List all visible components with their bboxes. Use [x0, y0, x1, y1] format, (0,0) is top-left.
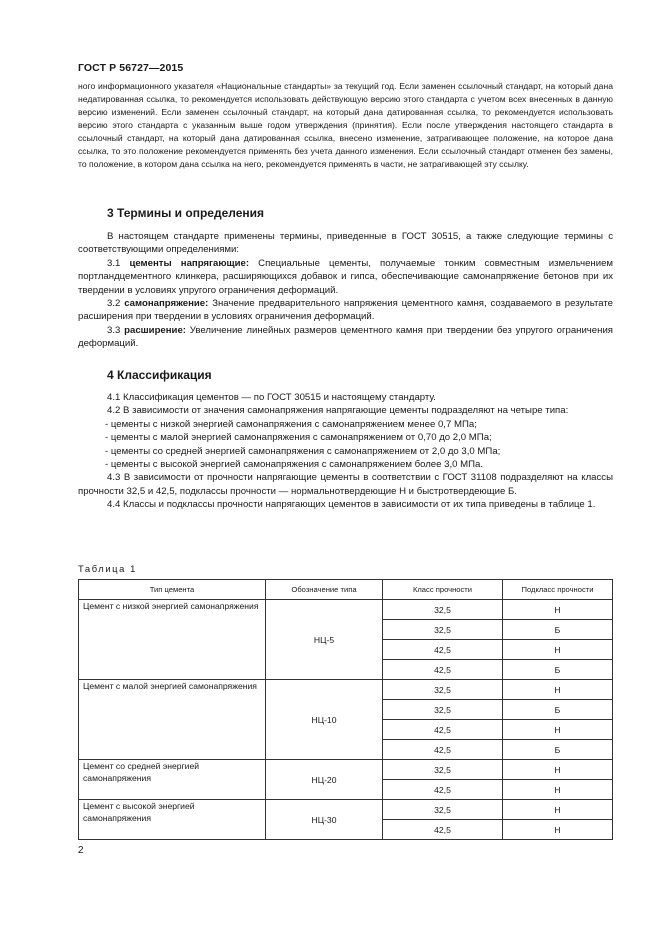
term-3-3: 3.3 расширение: Увеличение линейных размеров цементного камня при твердении без упругого ограничения деформаций. [78, 324, 613, 350]
cell-class: 42,5 [383, 720, 503, 740]
section-3-lead: В настоящем стандарте применены термины, приведенные в ГОСТ 30515, а также следующие термины с соответствующими определениями: [78, 231, 613, 256]
term-3-1: 3.1 цементы напрягающие: Специальные цементы, получаемые тонким совместным измельчением портландцементного клинкера, расширяющихся добавок и гипса, обеспечивающие самонапряжение бетонов при их твердении в условиях упругого ограничения деформаций. [78, 257, 613, 296]
para-4-3: 4.3 В зависимости от прочности напрягающие цементы в соответствии с ГОСТ 31108 подразделяют на классы прочности 32,5 и 42,5, подклассы прочности — нормальнотвердеющие Н и быстротвердеющие Б. [78, 472, 613, 497]
section-3-body [78, 230, 613, 351]
cell-class: 32,5 [383, 800, 503, 820]
table-row [79, 800, 613, 820]
section-3-title: 3 Термины и определения [107, 206, 265, 220]
cell-designation: НЦ-20 [266, 760, 383, 800]
table-caption: Таблица 1 [78, 563, 137, 574]
col-header-type: Тип цемента [79, 580, 266, 600]
cell-class: 42,5 [383, 640, 503, 660]
table-row [79, 680, 613, 700]
bullet-item: - цементы с высокой энергией самонапряжения с самонапряжением более 3,0 МПа. [105, 459, 484, 471]
cell-class: 42,5 [383, 660, 503, 680]
bullet-item: - цементы с малой энергией самонапряжения с самонапряжением от 0,70 до 2,0 МПа; [105, 432, 492, 444]
cell-class: 32,5 [383, 600, 503, 620]
cell-subclass: Н [503, 720, 613, 740]
cement-class-table [78, 579, 613, 840]
col-header-designation: Обозначение типа [266, 580, 383, 600]
bullet-item: - цементы с низкой энергией самонапряжения с самонапряжением менее 0,7 МПа; [105, 418, 477, 430]
cell-subclass: Н [503, 640, 613, 660]
para-4-4: 4.4 Классы и подклассы прочности напрягающих цементов в зависимости от их типа приведены в таблице 1. [107, 499, 596, 511]
cell-type: Цемент с высокой энергией самонапряжения [79, 800, 266, 840]
intro-paragraph [78, 80, 613, 171]
para-4-1: 4.1 Классификация цементов — по ГОСТ 30515 и настоящему стандарту. [107, 392, 436, 403]
cell-class: 42,5 [383, 780, 503, 800]
table-row [79, 600, 613, 620]
bullet-item: - цементы со средней энергией самонапряжения с самонапряжением от 2,0 до 3,0 МПа; [105, 445, 501, 457]
cell-class: 32,5 [383, 700, 503, 720]
cell-designation: НЦ-10 [266, 680, 383, 760]
cell-subclass: Н [503, 680, 613, 700]
cell-designation: НЦ-30 [266, 800, 383, 840]
col-header-subclass: Подкласс прочности [503, 580, 613, 600]
cell-designation: НЦ-5 [266, 600, 383, 680]
cell-type: Цемент с низкой энергией самонапряжения [79, 600, 266, 680]
cell-subclass: Б [503, 620, 613, 640]
para-4-2: 4.2 В зависимости от значения самонапряжения напрягающие цементы подразделяют на четыре типа: [107, 405, 569, 417]
term-3-2: 3.2 самонапряжение: Значение предварительного напряжения цементного камня, создаваемого в результате расширения при твердении в условиях ограничения деформаций. [78, 298, 613, 323]
cell-subclass: Б [503, 740, 613, 760]
cell-subclass: Н [503, 820, 613, 840]
cell-class: 32,5 [383, 760, 503, 780]
section-4-title: 4 Классификация [107, 368, 212, 382]
cell-class: 32,5 [383, 680, 503, 700]
cell-class: 32,5 [383, 620, 503, 640]
cell-subclass: Н [503, 760, 613, 780]
cell-subclass: Н [503, 780, 613, 800]
cell-subclass: Н [503, 800, 613, 820]
col-header-class: Класс прочности [383, 580, 503, 600]
cell-class: 42,5 [383, 820, 503, 840]
page-number: 2 [78, 845, 84, 856]
cell-class: 42,5 [383, 740, 503, 760]
cell-type: Цемент с малой энергией самонапряжения [79, 680, 266, 760]
cell-subclass: Б [503, 660, 613, 680]
table-row [79, 760, 613, 780]
cell-subclass: Н [503, 600, 613, 620]
cell-subclass: Б [503, 700, 613, 720]
table-header-row [79, 580, 613, 600]
intro-text: ного информационного указателя «Национальные стандарты» за текущий год. Если заменен ссылочный стандарт, на который дана недатированная ссылка, то рекомендуется использовать действующую версию этого стандарта с учетом всех внесенных в данную версию изменений. Если заменен ссылочный стандарт, на который дана датированная ссылка, то рекомендуется использовать версию этого стандарта с указанным выше годом утверждения (принятия). Если после утверждения настоящего стандарта в ссылочный стандарт, на который дана датированная ссылка, внесено изменение, затрагивающее положение, на которое дана ссылка, то это положение рекомендуется применять без учета данного изменения. Если ссылочный стандарт отменен без замены, то положение, в котором дана ссылка на него, рекомендуется применять в части, не затрагивающей эту ссылку. [78, 81, 613, 169]
document-header: ГОСТ Р 56727—2015 [78, 62, 184, 74]
cell-type: Цемент со средней энергией самонапряжения [79, 760, 266, 800]
section-4-body [78, 391, 613, 512]
